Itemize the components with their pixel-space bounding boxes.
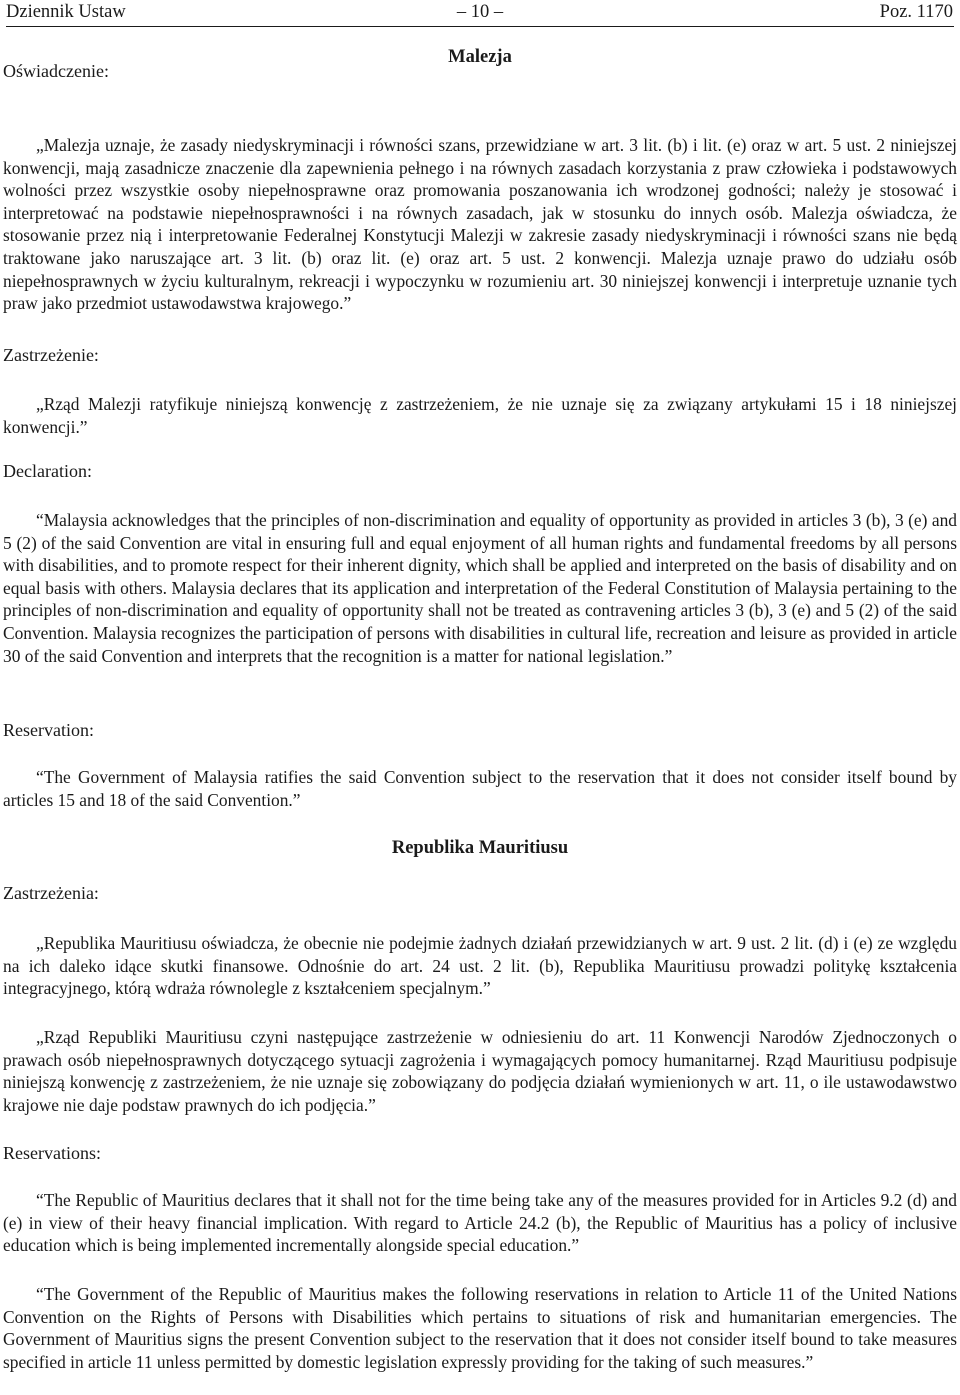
malaysia-reservation-en: “The Government of Malaysia ratifies the said Convention subject to the reservation that it does not consider itself bound by articles 15 and 18 of the said Convention.” [3,767,957,810]
mauritius-reservation-pl-1: „Republika Mauritiusu oświadcza, że obecnie nie podejmie żadnych działań przewidzianych w art. 9 ust. 2 lit. (d) i (e) ze względu na ich daleko idące skutki finansowe. Odnośnie do art. 24 ust. 2 lit. (b), Republika Mauritiusu prowadzi politykę kształcenia integracyjnego, którą wdraża równolegle z kształceniem specjalnym.” [3,933,957,999]
malaysia-statement-en-block [3,509,957,667]
mauritius-reservation-pl-1-block [3,932,957,1000]
mauritius-reservations-en-label-block [3,1142,957,1164]
page-number: – 10 – [456,2,504,22]
mauritius-title-block [3,837,957,859]
mauritius-reservation-en-2-block [3,1283,957,1373]
malaysia-reservation-en-label-block [3,719,957,741]
malaysia-reservation-pl-label: Zastrzeżenie: [3,345,99,365]
mauritius-reservations-pl-label-block [3,882,957,904]
malaysia-reservation-en-block [3,766,957,811]
mauritius-reservations-en-label: Reservations: [3,1143,101,1163]
running-header [3,0,957,26]
malaysia-reservation-en-label: Reservation: [3,720,94,740]
country-title-mauritius: Republika Mauritiusu [391,838,569,858]
malaysia-reservation-pl: „Rząd Malezji ratyfikuje niniejszą konwencję z zastrzeżeniem, że nie uznaje się za związany artykułami 15 i 18 niniejszej konwencji.” [3,394,957,437]
position-number: Poz. 1170 [879,2,953,22]
mauritius-reservation-pl-2: „Rząd Republiki Mauritiusu czyni następujące zastrzeżenie w odniesieniu do art. 11 Konwencji Narodów Zjednoczonych o prawach osób niepełnosprawnych dotyczącego sytuacji zagrożenia i wymagających pomocy humanitarnej. Rząd Mauritiusu podpisuje niniejszą konwencję z zastrzeżeniem, że nie uznaje się zobowiązany do podjęcia działań wymienionych w art. 11, o ile ustawodawstwo krajowe nie daje podstaw prawnych do ich podjęcia.” [3,1027,957,1115]
malaysia-statement-en-label-block [3,460,957,482]
malaysia-statement-en-label: Declaration: [3,461,92,481]
malaysia-reservation-pl-label-block [3,344,957,366]
mauritius-reservation-pl-2-block [3,1026,957,1116]
country-title-malaysia: Malezja [448,47,512,67]
malaysia-reservation-pl-block [3,393,957,438]
journal-name: Dziennik Ustaw [6,2,126,22]
mauritius-reservation-en-1: “The Republic of Mauritius declares that it shall not for the time being take any of the measures provided for in Articles 9.2 (d) and (e) in view of their heavy financial implication. With regard to Article 24.2 (b), the Republic of Mauritius has a policy of inclusive education which is being implemented incrementally alongside special education.” [3,1190,957,1256]
malaysia-statement-pl-block [3,134,957,315]
mauritius-reservation-en-2: “The Government of the Republic of Mauritius makes the following reservations in relation to Article 11 of the United Nations Convention on the Rights of Persons with Disabilities which pertains to situations of risk and humanitarian emergencies. The Government of Mauritius signs the present Convention subject to the reservation that it does not consider itself bound to take measures specified in article 11 unless permitted by domestic legislation expressly providing for the taking of such measures.” [3,1284,957,1372]
header-rule [6,26,954,27]
mauritius-reservation-en-1-block [3,1189,957,1257]
malaysia-statement-pl-label-block [3,60,957,82]
mauritius-reservations-pl-label: Zastrzeżenia: [3,883,99,903]
malaysia-statement-pl-label: Oświadczenie: [3,61,109,81]
malaysia-statement-en: “Malaysia acknowledges that the principles of non-discrimination and equality of opportunity as provided in articles 3 (b), 3 (e) and 5 (2) of the said Convention are vital in ensuring full and equal enjoyment of all human rights and fundamental freedoms by all persons with disabilities, and to promote respect for their inherent dignity, which shall be applied and interpreted on the basis of disability and on equal basis with others. Malaysia declares that its application and interpretation of the Federal Constitution of Malaysia pertaining to the principles of non-discrimination and equality of opportunity shall not be treated as contravening articles 3 (b), 3 (e) and 5 (2) of the said Convention. Malaysia recognizes the participation of persons with disabilities in cultural life, recreation and leisure as provided in article 30 of the said Convention and interprets that the recognition is a matter for national legislation.” [3,510,957,666]
malaysia-statement-pl: „Malezja uznaje, że zasady niedyskryminacji i równości szans, przewidziane w art. 3 lit. (b) i lit. (e) oraz w art. 5 ust. 2 niniejszej konwencji, mają zasadnicze znaczenie dla zapewnienia pełnego i na równych zasadach korzystania z praw człowieka i podstawowych wolności przez wszystkie osoby niepełnosprawne oraz promowania poszanowania ich wrodzonej godności; należy je stosować i interpretować na podstawie niepełnosprawności i na równych zasadach, jak w stosunku do innych osób. Malezja oświadcza, że stosowanie przez nią i interpretowanie Federalnej Konstytucji Malezji w zakresie zasady niedyskryminacji i równości szans nie będą traktowane jako naruszające art. 3 lit. (b) oraz lit. (e) oraz art. 5 ust. 2 konwencji. Malezja uznaje prawo do udziału osób niepełnosprawnych w życiu kulturalnym, rekreacji i wypoczynku w rozumieniu art. 30 niniejszej konwencji i interpretuje uznanie tych praw jako przedmiot ustawodawstwa krajowego.” [3,135,957,314]
